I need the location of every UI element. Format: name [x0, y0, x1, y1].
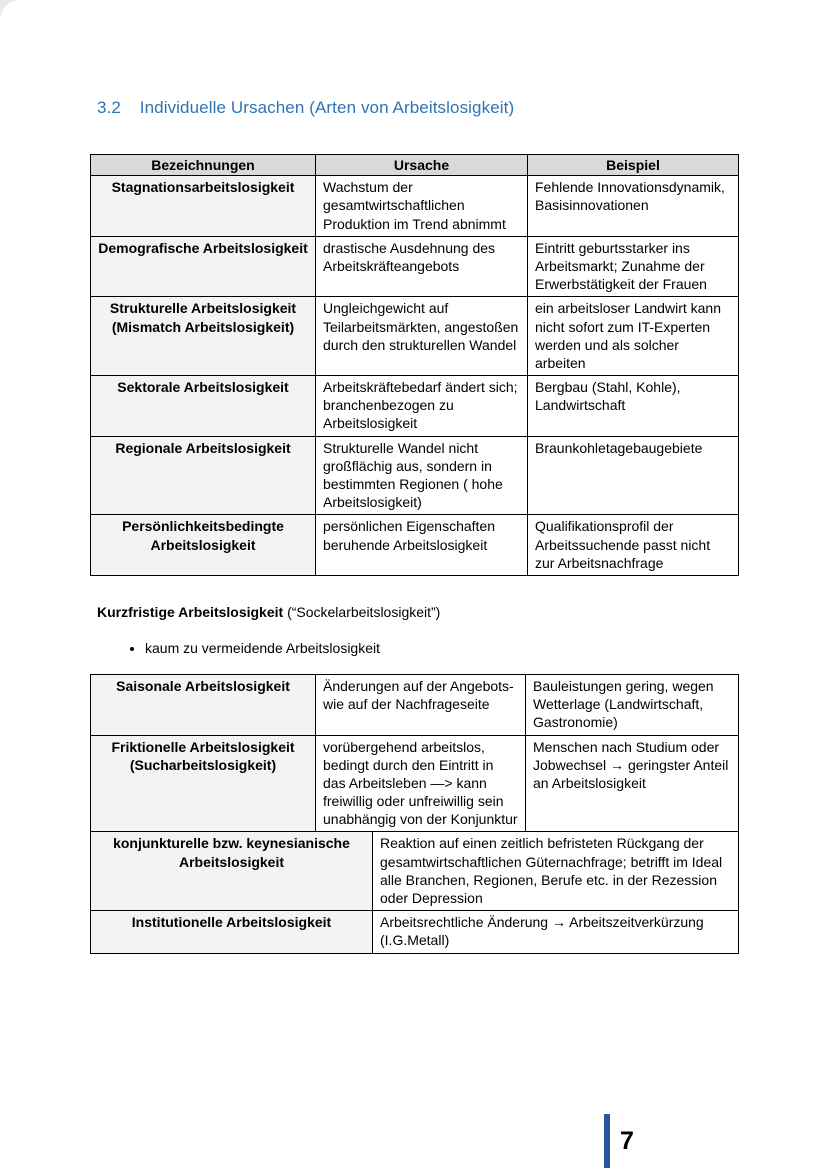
subheading: [97, 604, 828, 620]
cause-cell: persönlichen Eigenschaften beruhende Arbeitslosigkeit: [316, 515, 528, 576]
cause-cell: Strukturelle Wandel nicht großflächig aus, sondern in bestimmten Regionen ( hohe Arbeitslosigkeit): [316, 436, 528, 515]
term-cell: Regionale Arbeitslosigkeit: [91, 436, 316, 515]
subheading-rest: (“Sockelarbeitslosigkeit”): [283, 603, 441, 620]
example-cell: Bauleistungen gering, wegen Wetterlage (Landwirtschaft, Gastronomie): [526, 674, 739, 735]
term-cell: Strukturelle Arbeitslosigkeit (Mismatch Arbeitslosigkeit): [91, 297, 316, 376]
cause-cell: vorübergehend arbeitslos, bedingt durch den Eintritt in das Arbeitsleben —> kann freiwillig oder unfreiwillig sein unabhängig von der Konjunktur: [316, 735, 526, 832]
example-cell: Braunkohletagebaugebiete: [528, 436, 739, 515]
page-number: 7: [620, 1126, 634, 1155]
table-row: [91, 832, 739, 911]
example-cell: ein arbeitsloser Landwirt kann nicht sofort zum IT-Experten werden und als solcher arbeiten: [528, 297, 739, 376]
table-row: [91, 911, 739, 953]
cause-cell: Ungleichgewicht auf Teilarbeitsmärkten, angestoßen durch den strukturellen Wandel: [316, 297, 528, 376]
bullet-list: [0, 640, 828, 656]
term-cell: Stagnationsarbeitslosigkeit: [91, 176, 316, 237]
table-row: [91, 376, 739, 437]
term-cell: Friktionelle Arbeitslosigkeit (Sucharbeitslosigkeit): [91, 735, 316, 832]
cause-cell: Wachstum der gesamtwirtschaftlichen Produktion im Trend abnimmt: [316, 176, 528, 237]
section-heading: [97, 98, 828, 118]
page-corner-artifact: [0, 0, 34, 34]
example-cell: Qualifikationsprofil der Arbeitssuchende passt nicht zur Arbeitsnachfrage: [528, 515, 739, 576]
table-row: [91, 176, 739, 237]
description-cell: Arbeitsrechtliche Änderung → Arbeitszeitverkürzung (I.G.Metall): [373, 911, 739, 953]
description-cell: Reaktion auf einen zeitlich befristeten Rückgang der gesamtwirtschaftlichen Güternachfrage; betrifft im Ideal alle Branchen, Regionen, Berufe etc. in der Rezession oder Depression: [373, 832, 739, 911]
subheading-bold: Kurzfristige Arbeitslosigkeit: [97, 603, 284, 620]
example-cell: Eintritt geburtsstarker ins Arbeitsmarkt; Zunahme der Erwerbstätigkeit der Frauen: [528, 236, 739, 297]
term-cell: Persönlichkeitsbedingte Arbeitslosigkeit: [91, 515, 316, 576]
column-header-bezeichnungen: Bezeichnungen: [91, 155, 316, 176]
table-header-row: [91, 155, 739, 176]
page-footer: [604, 1114, 634, 1168]
cause-cell: Arbeitskräftebedarf ändert sich; branchenbezogen zu Arbeitslosigkeit: [316, 376, 528, 437]
table-row: [91, 515, 739, 576]
cause-cell: Änderungen auf der Angebots- wie auf der Nachfrageseite: [316, 674, 526, 735]
section-title: Individuelle Ursachen (Arten von Arbeitslosigkeit): [139, 98, 515, 117]
column-header-ursache: Ursache: [316, 155, 528, 176]
table-row: [91, 735, 739, 832]
term-cell: Institutionelle Arbeitslosigkeit: [91, 911, 373, 953]
table-row: [91, 297, 739, 376]
column-header-beispiel: Beispiel: [528, 155, 739, 176]
table-row: [91, 236, 739, 297]
example-cell: Fehlende Innovationsdynamik, Basisinnovationen: [528, 176, 739, 237]
term-cell: Saisonale Arbeitslosigkeit: [91, 674, 316, 735]
page-number-accent-bar: [604, 1114, 610, 1168]
term-cell: Demografische Arbeitslosigkeit: [91, 236, 316, 297]
table-row: [91, 436, 739, 515]
cause-cell: drastische Ausdehnung des Arbeitskräfteangebots: [316, 236, 528, 297]
section-number: 3.2: [97, 98, 121, 117]
term-cell: Sektorale Arbeitslosigkeit: [91, 376, 316, 437]
bullet-item: • kaum zu vermeidende Arbeitslosigkeit: [145, 640, 828, 656]
example-cell: Bergbau (Stahl, Kohle), Landwirtschaft: [528, 376, 739, 437]
short-term-unemployment-table: [90, 674, 739, 954]
unemployment-causes-table: [90, 154, 739, 576]
table-row: [91, 674, 739, 735]
term-cell: konjunkturelle bzw. keynesianische Arbeitslosigkeit: [91, 832, 373, 911]
example-cell: Menschen nach Studium oder Jobwechsel → geringster Anteil an Arbeitslosigkeit: [526, 735, 739, 832]
